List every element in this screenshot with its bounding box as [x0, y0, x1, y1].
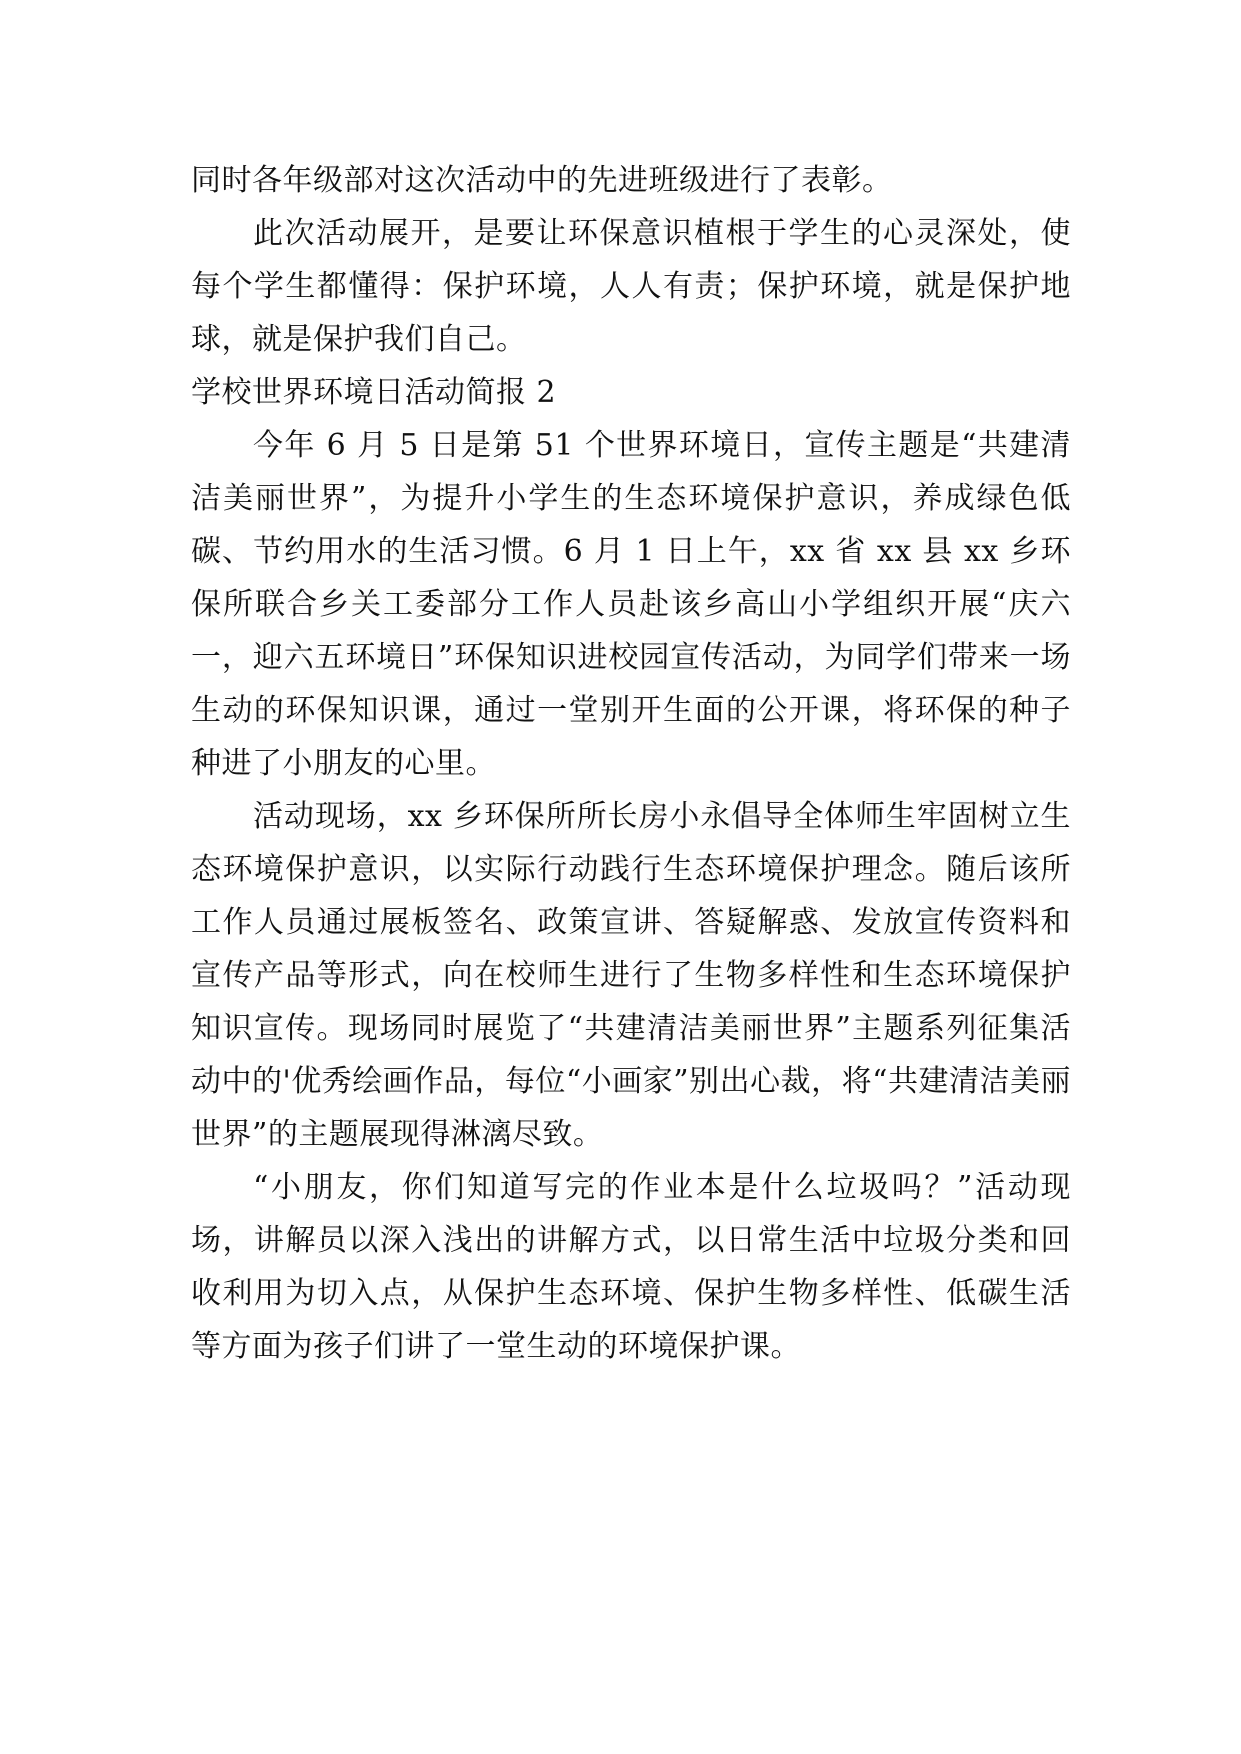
paragraph-continuation: 同时各年级部对这次活动中的先进班级进行了表彰。: [191, 163, 893, 198]
paragraph-activity-scene: 活动现场，xx 乡环保所所长房小永倡导全体师生牢固树立生态环境保护意识，以实际行动践行生态环境保护理念。随后该所工作人员通过展板签名、政策宣讲、答疑解惑、发放宣传资料和宣传产品等形式，向在校师生进行了生物多样性和生态环境保护知识宣传。现场同时展览了“共建清洁美丽世界”主题系列征集活动中的'优秀绘画作品，每位“小画家”别出心裁，将“共建清洁美丽世界”的主题展现得淋漓尽致。: [191, 799, 1071, 1152]
paragraph-intro: 今年 6 月 5 日是第 51 个世界环境日，宣传主题是“共建清洁美丽世界”，为提升小学生的生态环境保护意识，养成绿色低碳、节约用水的生活习惯。6 月 1 日上午，xx 省 xx 县 xx 乡环保所联合乡关工委部分工作人员赴该乡高山小学组织开展“庆六一，迎六五环境日”环保知识进校园宣传活动，为同学们带来一场生动的环保知识课，通过一堂别开生面的公开课，将环保的种子种进了小朋友的心里。: [191, 428, 1071, 781]
paragraph-lecture: “小朋友，你们知道写完的作业本是什么垃圾吗？”活动现场，讲解员以深入浅出的讲解方式，以日常生活中垃圾分类和回收利用为切入点，从保护生态环境、保护生物多样性、低碳生活等方面为孩子们讲了一堂生动的环境保护课。: [191, 1170, 1071, 1364]
document-body: [191, 154, 1071, 1373]
section-heading: 学校世界环境日活动简报 2: [191, 375, 557, 410]
paragraph-activity-purpose: 此次活动展开，是要让环保意识植根于学生的心灵深处，使每个学生都懂得：保护环境，人人有责；保护环境，就是保护地球，就是保护我们自己。: [191, 216, 1071, 357]
